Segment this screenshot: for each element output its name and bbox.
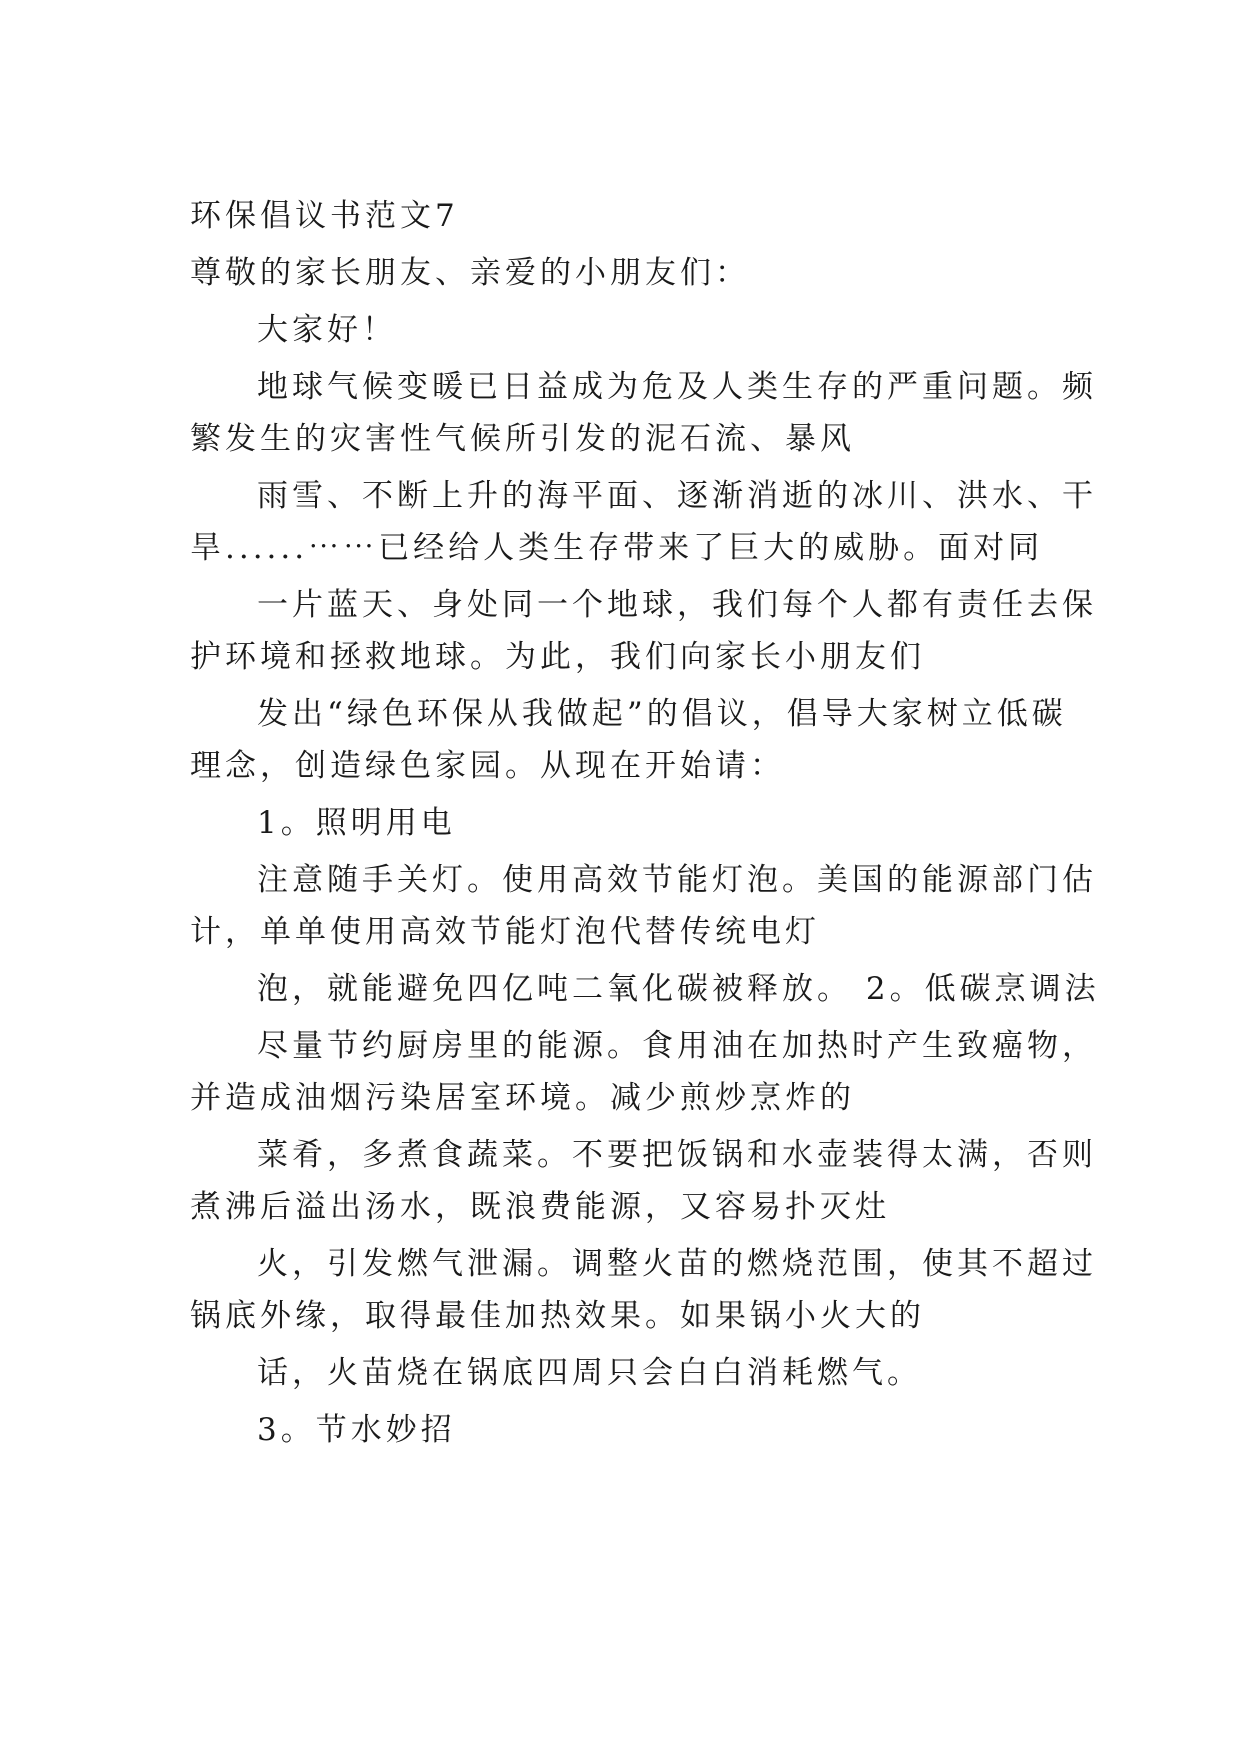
greeting: 大家好！ <box>257 312 397 348</box>
body-line: 泡，就能避免四亿吨二氧化碳被释放。 2。低碳烹调法 <box>257 971 1100 1007</box>
body-line: 火，引发燃气泄漏。调整火苗的燃烧范围，使其不超过 <box>257 1246 1097 1282</box>
body-line: 煮沸后溢出汤水，既浪费能源，又容易扑灭灶 <box>190 1189 890 1225</box>
body-line: 话，火苗烧在锅底四周只会白白消耗燃气。 <box>257 1355 922 1391</box>
body-line: 一片蓝天、身处同一个地球，我们每个人都有责任去保 <box>257 587 1097 623</box>
body-line: 尽量节约厨房里的能源。食用油在加热时产生致癌物， <box>257 1028 1097 1064</box>
section-heading: 1。照明用电 <box>257 805 456 841</box>
body-line: 计，单单使用高效节能灯泡代替传统电灯 <box>190 914 820 950</box>
body-line: 注意随手关灯。使用高效节能灯泡。美国的能源部门估 <box>257 862 1097 898</box>
body-line: 菜肴，多煮食蔬菜。不要把饭锅和水壶装得太满，否则 <box>257 1137 1097 1173</box>
body-line: 护环境和拯救地球。为此，我们向家长小朋友们 <box>190 639 925 675</box>
body-line: 锅底外缘，取得最佳加热效果。如果锅小火大的 <box>190 1298 925 1334</box>
body-line: 旱......⋯⋯已经给人类生存带来了巨大的威胁。面对同 <box>190 530 1044 566</box>
body-line: 雨雪、不断上升的海平面、逐渐消逝的冰川、洪水、干 <box>257 478 1097 514</box>
body-line: 繁发生的灾害性气候所引发的泥石流、暴风 <box>190 421 855 457</box>
body-line: 并造成油烟污染居室环境。减少煎炒烹炸的 <box>190 1080 855 1116</box>
document-title: 环保倡议书范文7 <box>190 198 459 234</box>
body-line: 发出“绿色环保从我做起”的倡议，倡导大家树立低碳 <box>257 696 1067 732</box>
salutation: 尊敬的家长朋友、亲爱的小朋友们： <box>190 255 750 291</box>
body-line: 地球气候变暖已日益成为危及人类生存的严重问题。频 <box>257 369 1097 405</box>
section-heading: 3。节水妙招 <box>257 1412 456 1448</box>
body-line: 理念，创造绿色家园。从现在开始请： <box>190 748 785 784</box>
